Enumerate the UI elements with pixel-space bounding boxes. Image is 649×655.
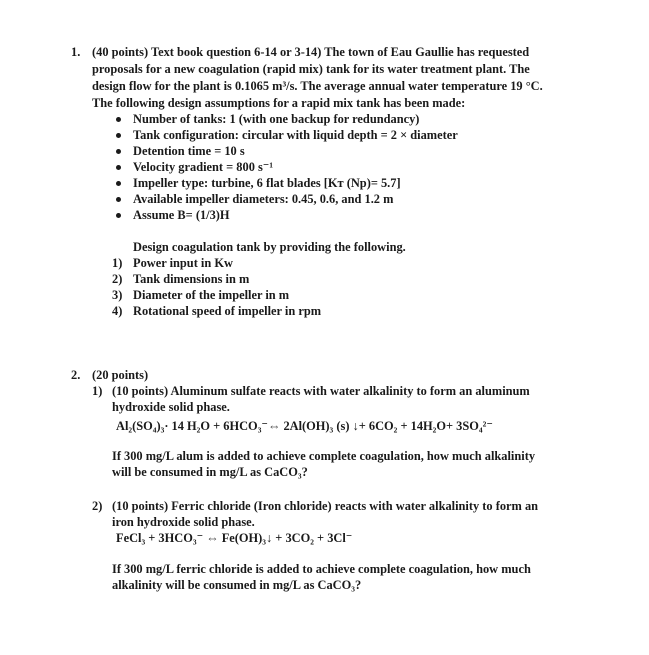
task-4-text: Rotational speed of impeller in rpm	[133, 304, 322, 318]
bullet-icon	[116, 165, 121, 170]
task-3-num: 3)	[112, 288, 123, 302]
task-1-num: 1)	[112, 256, 123, 270]
bullet-impeller-diameters: Available impeller diameters: 0.45, 0.6, and 1.2 m	[133, 192, 394, 206]
q2-part2-line-1: (10 points) Ferric chloride (Iron chloride) reacts with water alkalinity to form an	[112, 499, 539, 513]
q1-line-1: (40 points) Text book question 6-14 or 3-14) The town of Eau Gaullie has requested	[92, 45, 530, 59]
bullet-icon	[116, 117, 121, 122]
bullet-icon	[116, 197, 121, 202]
q2-part2-num: 2)	[92, 499, 103, 513]
bullet-icon	[116, 181, 121, 186]
bullet-assume-b: Assume B= (1/3)H	[133, 208, 230, 222]
q2-part1-question-2: will be consumed in mg/L as CaCO₃?	[112, 465, 308, 479]
task-1-text: Power input in Kw	[133, 256, 233, 270]
q1-line-3: design flow for the plant is 0.1065 m³/s. The average annual water temperature 19 °C.	[92, 79, 543, 93]
q2-part2-line-2: iron hydroxide solid phase.	[112, 515, 255, 529]
q1-line-4: The following design assumptions for a rapid mix tank has been made:	[92, 96, 466, 110]
bullet-impeller-type: Impeller type: turbine, 6 flat blades [Kᴛ (Np)= 5.7]	[133, 176, 401, 190]
bullet-icon	[116, 133, 121, 138]
q2-part1-line-1: (10 points) Aluminum sulfate reacts with water alkalinity to form an aluminum	[112, 384, 530, 398]
bullet-detention-time: Detention time = 10 s	[133, 144, 245, 158]
q2-points: (20 points)	[92, 368, 149, 382]
bullet-icon	[116, 213, 121, 218]
task-2-text: Tank dimensions in m	[133, 272, 250, 286]
q1-line-2: proposals for a new coagulation (rapid mix) tank for its water treatment plant. The	[92, 62, 530, 76]
task-4-num: 4)	[112, 304, 123, 318]
alum-equation: Al₂(SO₄)₃· 14 H₂O + 6HCO₃⁻⇔ 2Al(OH)₃ (s) ↓+ 6CO₂ + 14H₂O+ 3SO₄²⁻	[116, 419, 493, 433]
bullet-tank-config: Tank configuration: circular with liquid depth = 2 × diameter	[133, 128, 458, 142]
q2-part1-line-2: hydroxide solid phase.	[112, 400, 230, 414]
task-3-text: Diameter of the impeller in m	[133, 288, 290, 302]
q2-part1-question-1: If 300 mg/L alum is added to achieve complete coagulation, how much alkalinity	[112, 449, 536, 463]
bullet-tanks: Number of tanks: 1 (with one backup for redundancy)	[133, 112, 420, 126]
bullet-icon	[116, 149, 121, 154]
bullet-velocity-gradient: Velocity gradient = 800 s⁻¹	[133, 160, 274, 174]
task-2-num: 2)	[112, 272, 123, 286]
q2-part1-num: 1)	[92, 384, 103, 398]
q2-part2-question-2: alkalinity will be consumed in mg/L as CaCO₃?	[112, 578, 362, 592]
q1-number: 1.	[71, 45, 81, 59]
q2-number: 2.	[71, 368, 81, 382]
ferric-equation: FeCl₃ + 3HCO₃⁻ ⇔ Fe(OH)₃↓ + 3CO₂ + 3Cl⁻	[116, 531, 353, 545]
q2-part2-question-1: If 300 mg/L ferric chloride is added to achieve complete coagulation, how much	[112, 562, 531, 576]
design-intro: Design coagulation tank by providing the following.	[133, 240, 406, 254]
